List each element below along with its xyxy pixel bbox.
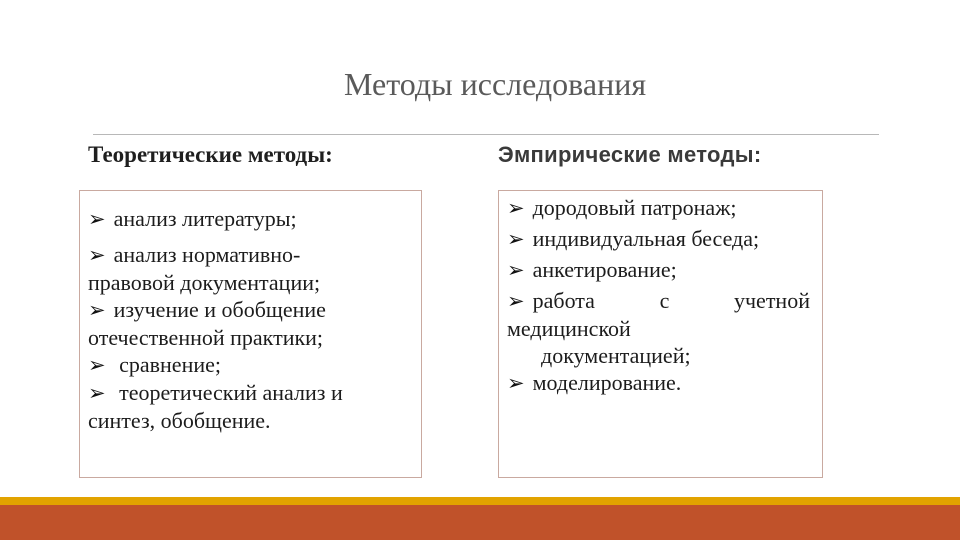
arrow-bullet-icon: ➢: [507, 289, 525, 313]
item-text: анкетирование;: [532, 257, 677, 282]
item-text-continued: правовой документации;: [88, 270, 321, 295]
item-text: дородовый патронаж;: [532, 195, 737, 220]
list-item: [88, 205, 413, 233]
justified-line: [507, 287, 810, 315]
item-text: анализ литературы;: [113, 206, 297, 231]
slide-title: Методы исследования: [343, 66, 647, 102]
theoretical-methods-heading: Теоретические методы:: [88, 142, 333, 167]
list-item: [507, 194, 810, 222]
arrow-bullet-icon: ➢: [88, 353, 106, 377]
item-text-continued: документацией;: [541, 343, 691, 368]
arrow-bullet-icon: ➢: [88, 381, 106, 405]
item-text: моделирование.: [532, 370, 682, 395]
arrow-bullet-icon: ➢: [88, 207, 106, 231]
item-text: учетной: [733, 288, 810, 313]
list-item: [507, 225, 810, 253]
arrow-bullet-icon: ➢: [88, 298, 106, 322]
item-text-continued: медицинской: [507, 316, 631, 341]
empirical-methods-heading: Эмпирические методы:: [498, 142, 762, 167]
arrow-bullet-icon: ➢: [507, 371, 525, 395]
item-text: с: [659, 288, 670, 313]
item-text: работа: [532, 288, 595, 313]
title-divider: [93, 134, 879, 135]
item-text: индивидуальная беседа;: [532, 226, 760, 251]
item-text-continued: синтез, обобщение.: [88, 408, 271, 433]
list-item: [507, 369, 810, 397]
item-text: изучение и обобщение: [113, 297, 326, 322]
arrow-bullet-icon: ➢: [507, 227, 525, 251]
empirical-methods-box: [498, 190, 823, 478]
footer-accent-stripe: [0, 497, 960, 505]
list-item: [507, 287, 810, 369]
item-text-continued: отечественной практики;: [88, 325, 324, 350]
list-item: [88, 379, 413, 434]
list-item: [88, 351, 413, 379]
list-item: [88, 241, 413, 296]
arrow-bullet-icon: ➢: [88, 243, 106, 267]
item-text: теоретический анализ и: [113, 380, 343, 405]
item-text: сравнение;: [113, 352, 221, 377]
arrow-bullet-icon: ➢: [507, 258, 525, 282]
arrow-bullet-icon: ➢: [507, 196, 525, 220]
list-item: [507, 256, 810, 284]
footer-bar: [0, 505, 960, 540]
theoretical-methods-box: [79, 190, 422, 478]
item-text: анализ нормативно-: [113, 242, 301, 267]
list-item: [88, 296, 413, 351]
